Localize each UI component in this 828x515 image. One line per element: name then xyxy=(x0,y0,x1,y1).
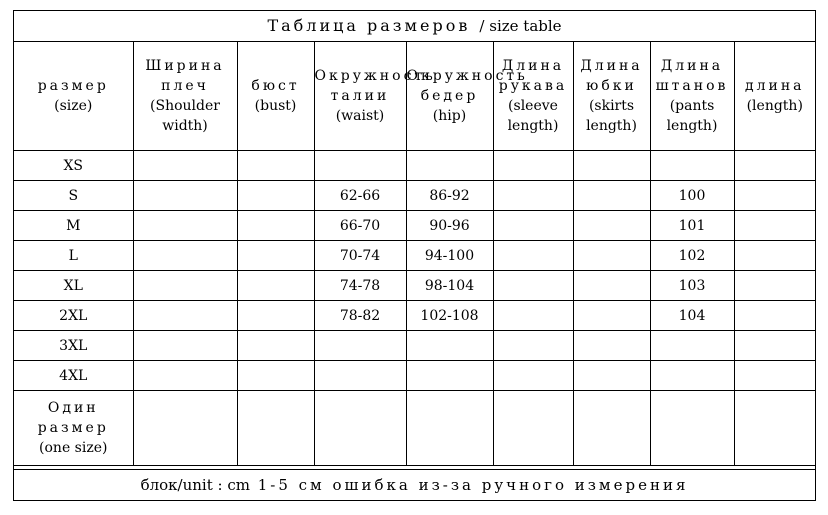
table-cell-sleeve xyxy=(493,271,573,301)
table-cell xyxy=(650,391,734,466)
table-cell xyxy=(734,391,815,466)
table-cell-hip xyxy=(406,361,493,391)
table-cell-bust xyxy=(237,271,314,301)
table-cell-pants xyxy=(650,151,734,181)
table-cell-hip: 90-96 xyxy=(406,211,493,241)
table-cell-waist: 78-82 xyxy=(314,301,406,331)
table-cell-hip: 102-108 xyxy=(406,301,493,331)
column-header-en: (waist) xyxy=(335,107,385,124)
table-cell xyxy=(133,391,237,466)
column-header-en: (bust) xyxy=(254,97,297,114)
table-cell-pants: 101 xyxy=(650,211,734,241)
table-cell-bust xyxy=(237,151,314,181)
table-cell-sleeve xyxy=(493,181,573,211)
column-header-ru: длина xyxy=(744,77,805,94)
table-cell-skirt xyxy=(573,271,650,301)
table-cell-waist: 74-78 xyxy=(314,271,406,301)
column-header-ru: бюст xyxy=(251,77,300,94)
table-cell xyxy=(237,391,314,466)
table-cell-pants xyxy=(650,331,734,361)
table-cell-waist: 62-66 xyxy=(314,181,406,211)
table-cell-waist: 70-74 xyxy=(314,241,406,271)
size-label: S xyxy=(14,181,133,211)
column-header xyxy=(133,41,237,151)
size-label: XS xyxy=(14,151,133,181)
table-cell-pants: 104 xyxy=(650,301,734,331)
column-header-en: (length) xyxy=(746,97,803,114)
table-footer xyxy=(14,469,815,500)
table-cell-pants: 103 xyxy=(650,271,734,301)
table-cell-sleeve xyxy=(493,331,573,361)
table-cell-length xyxy=(734,211,815,241)
table-cell xyxy=(314,391,406,466)
column-header xyxy=(406,41,528,151)
table-cell-length xyxy=(734,151,815,181)
table-cell-length xyxy=(734,241,815,271)
table-cell-bust xyxy=(237,241,314,271)
column-header xyxy=(493,41,573,151)
size-label: 4XL xyxy=(14,361,133,391)
table-row xyxy=(14,301,815,331)
table-cell-hip xyxy=(406,331,493,361)
size-label: 2XL xyxy=(14,301,133,331)
column-header-en: (skirts length) xyxy=(586,97,637,134)
table-cell-skirt xyxy=(573,241,650,271)
table-cell-skirt xyxy=(573,331,650,361)
column-header xyxy=(314,41,436,151)
table-row xyxy=(14,331,815,361)
table-cell-sleeve xyxy=(493,151,573,181)
column-header-ru: Длина штанов xyxy=(655,57,729,94)
table-cell-shoulder xyxy=(133,331,237,361)
table-cell-bust xyxy=(237,211,314,241)
one-size-row xyxy=(14,391,815,466)
table-row xyxy=(14,241,815,271)
table-cell-shoulder xyxy=(133,151,237,181)
table-row xyxy=(14,271,815,301)
one-size-ru: Один размер xyxy=(37,400,109,436)
size-label: M xyxy=(14,211,133,241)
footer-note: 1-5 см ошибка из-за ручного измерения xyxy=(257,476,689,494)
table-cell-shoulder xyxy=(133,181,237,211)
table-cell-skirt xyxy=(573,301,650,331)
column-header xyxy=(650,41,734,151)
table-row xyxy=(14,181,815,211)
title-ru: Таблица размеров xyxy=(267,16,471,35)
table-cell-skirt xyxy=(573,361,650,391)
table-cell-length xyxy=(734,301,815,331)
table-cell-waist: 66-70 xyxy=(314,211,406,241)
column-header-en: (size) xyxy=(54,97,93,114)
table-cell-bust xyxy=(237,301,314,331)
column-header-ru: Ширина плеч xyxy=(145,57,225,94)
table-cell-shoulder xyxy=(133,271,237,301)
table-cell-hip: 94-100 xyxy=(406,241,493,271)
table-row xyxy=(14,211,815,241)
title-en: / size table xyxy=(479,17,562,35)
column-header-ru: размер xyxy=(37,77,109,94)
column-header xyxy=(237,41,314,151)
table-cell-shoulder xyxy=(133,301,237,331)
table-cell-pants xyxy=(650,361,734,391)
table-cell-sleeve xyxy=(493,301,573,331)
table-cell-bust xyxy=(237,331,314,361)
table-cell-shoulder xyxy=(133,361,237,391)
size-table-frame xyxy=(13,10,816,501)
one-size-en: (one size) xyxy=(39,440,108,456)
column-header-ru: Окружность бедер xyxy=(406,67,528,104)
column-header-en: (sleeve length) xyxy=(507,97,559,134)
size-label: XL xyxy=(14,271,133,301)
table-cell-hip xyxy=(406,151,493,181)
table-cell-length xyxy=(734,181,815,211)
table-title xyxy=(14,11,815,42)
column-header xyxy=(14,41,133,151)
table-cell-skirt xyxy=(573,181,650,211)
table-cell-sleeve xyxy=(493,361,573,391)
table-row xyxy=(14,361,815,391)
column-header xyxy=(573,41,650,151)
table-cell-pants: 102 xyxy=(650,241,734,271)
column-header-ru: Длина юбки xyxy=(580,57,643,94)
column-header-ru: Окружность талии xyxy=(314,67,436,104)
column-header xyxy=(734,41,815,151)
table-cell-waist xyxy=(314,331,406,361)
size-label: 3XL xyxy=(14,331,133,361)
header-row xyxy=(14,41,815,151)
size-table xyxy=(14,41,815,466)
size-label: L xyxy=(14,241,133,271)
table-cell-sleeve xyxy=(493,241,573,271)
table-cell-waist xyxy=(314,151,406,181)
table-cell-length xyxy=(734,361,815,391)
table-cell xyxy=(573,391,650,466)
table-cell-shoulder xyxy=(133,241,237,271)
table-cell-shoulder xyxy=(133,211,237,241)
table-cell-bust xyxy=(237,361,314,391)
column-header-en: (Shoulder width) xyxy=(150,97,220,134)
column-header-en: (hip) xyxy=(432,107,467,124)
table-cell-bust xyxy=(237,181,314,211)
table-cell-hip: 98-104 xyxy=(406,271,493,301)
table-cell-sleeve xyxy=(493,211,573,241)
table-cell-waist xyxy=(314,361,406,391)
table-cell-skirt xyxy=(573,151,650,181)
table-cell-skirt xyxy=(573,211,650,241)
table-row xyxy=(14,151,815,181)
column-header-en: (pants length) xyxy=(666,97,718,134)
table-cell-length xyxy=(734,331,815,361)
one-size-label xyxy=(14,391,133,466)
table-cell xyxy=(493,391,573,466)
table-cell-length xyxy=(734,271,815,301)
column-header-ru: Длина рукава xyxy=(498,57,568,94)
table-cell-pants: 100 xyxy=(650,181,734,211)
table-cell xyxy=(406,391,493,466)
table-cell-hip: 86-92 xyxy=(406,181,493,211)
footer-unit: блок/unit : cm xyxy=(140,476,250,494)
